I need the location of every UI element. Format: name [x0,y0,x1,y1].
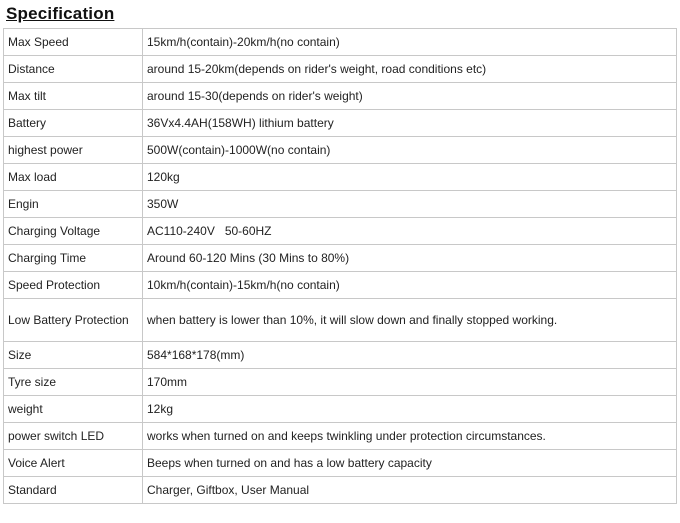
table-row [4,218,677,245]
spec-label: Battery [4,110,143,137]
table-row [4,191,677,218]
spec-value: 15km/h(contain)-20km/h(no contain) [143,29,677,56]
spec-label: Charging Time [4,245,143,272]
spec-label: Engin [4,191,143,218]
table-row [4,110,677,137]
table-row [4,450,677,477]
spec-value: when battery is lower than 10%, it will slow down and finally stopped working. [143,299,677,342]
spec-label: Charging Voltage [4,218,143,245]
spec-value: 350W [143,191,677,218]
spec-label: Max tilt [4,83,143,110]
spec-label: Max load [4,164,143,191]
spec-value: AC110-240V 50-60HZ [143,218,677,245]
spec-label: power switch LED [4,423,143,450]
spec-label: Max Speed [4,29,143,56]
spec-value: around 15-20km(depends on rider's weight, road conditions etc) [143,56,677,83]
spec-value: 12kg [143,396,677,423]
table-row [4,477,677,504]
spec-value: Beeps when turned on and has a low battery capacity [143,450,677,477]
table-row [4,272,677,299]
spec-label: Voice Alert [4,450,143,477]
spec-label: Low Battery Protection [4,299,143,342]
table-row [4,342,677,369]
spec-label: Standard [4,477,143,504]
spec-label: Size [4,342,143,369]
table-row [4,423,677,450]
page-title: Specification [6,4,115,23]
spec-value: around 15-30(depends on rider's weight) [143,83,677,110]
table-row [4,164,677,191]
spec-label: Speed Protection [4,272,143,299]
table-row [4,83,677,110]
spec-value: 10km/h(contain)-15km/h(no contain) [143,272,677,299]
spec-value: 500W(contain)-1000W(no contain) [143,137,677,164]
spec-value: Around 60-120 Mins (30 Mins to 80%) [143,245,677,272]
spec-value: 36Vx4.4AH(158WH) lithium battery [143,110,677,137]
table-row [4,137,677,164]
spec-value: works when turned on and keeps twinkling under protection circumstances. [143,423,677,450]
table-row [4,29,677,56]
table-row [4,56,677,83]
spec-label: weight [4,396,143,423]
spec-table [3,28,677,504]
spec-value: 120kg [143,164,677,191]
table-row [4,396,677,423]
spec-label: Tyre size [4,369,143,396]
table-row [4,369,677,396]
spec-label: highest power [4,137,143,164]
spec-value: Charger, Giftbox, User Manual [143,477,677,504]
spec-value: 584*168*178(mm) [143,342,677,369]
spec-value: 170mm [143,369,677,396]
table-row [4,299,677,342]
table-row [4,245,677,272]
spec-label: Distance [4,56,143,83]
